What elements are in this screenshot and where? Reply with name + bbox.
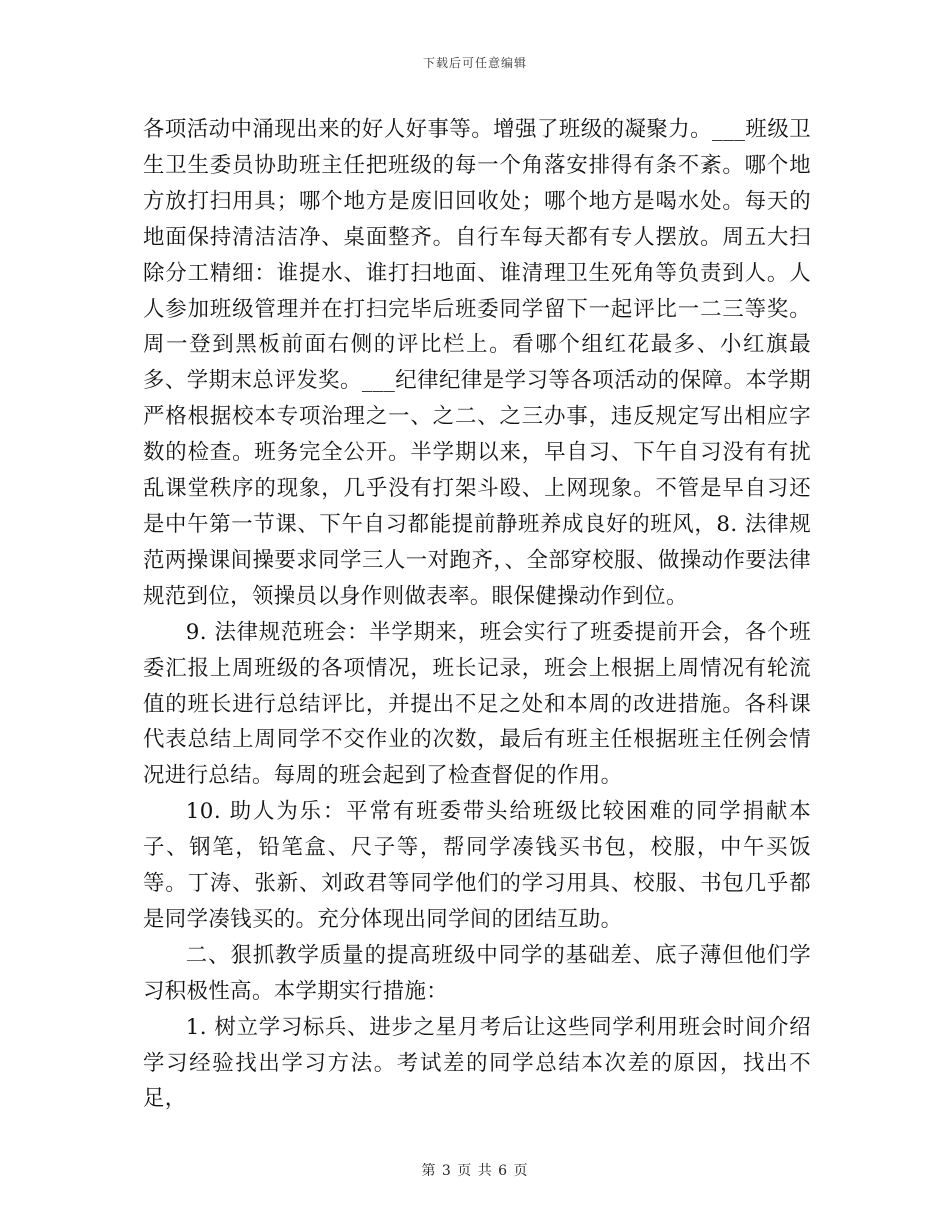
paragraph-class-meeting: 9. 法律规范班会：半学期来，班会实行了班委提前开会，各个班委汇报上周班级的各项情况，班长记录，班会上根据上周情况有轮流值的班长进行总结评比，并提出不足之处和本周的改进措施。各科课代表总结上周同学不交作业的次数，最后有班主任根据班主任例会情况进行总结。每周的班会起到了检查督促的作用。 xyxy=(143,619,811,789)
paragraph-teaching-quality: 二、狠抓教学质量的提高班级中同学的基础差、底子薄但他们学习积极性高。本学期实行措施： xyxy=(143,942,811,1004)
document-body xyxy=(143,112,811,1117)
paragraph-learning-models: 1. 树立学习标兵、进步之星月考后让这些同学利用班会时间介绍学习经验找出学习方法。考试差的同学总结本次差的原因，找出不足， xyxy=(143,1014,811,1112)
paragraph-helping-others: 10. 助人为乐：平常有班委带头给班级比较困难的同学捐献本子、钢笔，铅笔盒、尺子等，帮同学凑钱买书包，校服，中午买饭等。丁涛、张新、刘政君等同学他们的学习用具、校服、书包几乎都是同学凑钱买的。充分体现出同学间的团结互助。 xyxy=(143,799,811,932)
page-number: 第 3 页 共 6 页 xyxy=(421,1163,529,1179)
page-header: 下载后可任意编辑 xyxy=(422,56,527,70)
paragraph-class-activities: 各项活动中涌现出来的好人好事等。增强了班级的凝聚力。___班级卫生卫生委员协助班主任把班级的每一个角落安排得有条不紊。哪个地方放打扫用具；哪个地方是废旧回收处；哪个地方是喝水处。每天的地面保持清洁洁净、桌面整齐。自行车每天都有专人摆放。周五大扫除分工精细：谁提水、谁打扫地面、谁清理卫生死角等负责到人。人人参加班级管理并在打扫完毕后班委同学留下一起评比一二三等奖。周一登到黑板前面右侧的评比栏上。看哪个组红花最多、小红旗最多、学期末总评发奖。___纪律纪律是学习等各项活动的保障。本学期严格根据校本专项治理之一、之二、之三办事，违反规定写出相应字数的检查。班务完全公开。半学期以来，早自习、下午自习没有有扰乱课堂秩序的现象，几乎没有打架斗殴、上网现象。不管是早自习还是中午第一节课、下午自习都能提前静班养成良好的班风，8. 法律规范两操课间操要求同学三人一对跑齐，、全部穿校服、做操动作要法律规范到位，领操员以身作则做表率。眼保健操动作到位。 xyxy=(143,117,811,609)
